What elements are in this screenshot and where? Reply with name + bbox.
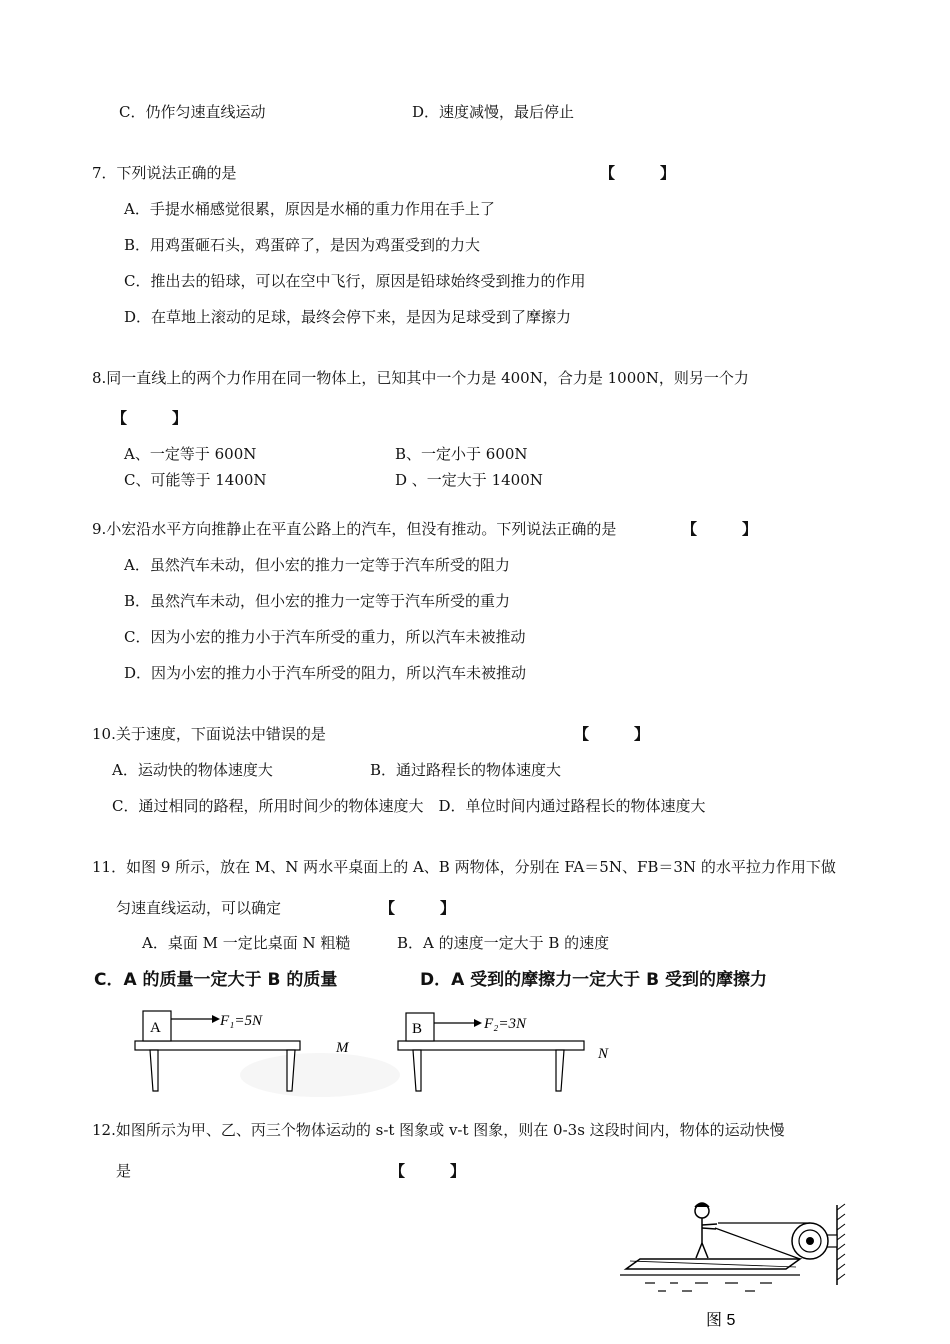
q6-option-c: C．仍作匀速直线运动 [119,103,266,121]
platform [626,1259,800,1269]
q12-stem: 12.如图所示为甲、乙、丙三个物体运动的 s-t 图象或 v-t 图象，则在 0-3s 这段时间内，物体的运动快慢 [92,1121,785,1139]
q6-option-d: D．速度减慢，最后停止 [412,103,575,121]
q8-stem: 8.同一直线上的两个力作用在同一物体上，已知其中一个力是 400N，合力是 1000N，则另一个力 [92,369,749,387]
pulley [792,1223,837,1259]
q7-option-b: B．用鸡蛋砸石头，鸡蛋碎了，是因为鸡蛋受到的力大 [124,236,481,254]
q10-option-a: A．运动快的物体速度大 [112,761,273,779]
q10-stem: 10.关于速度，下面说法中错误的是 [92,725,326,743]
q12-stem-continued: 是 [116,1162,132,1180]
q11-stem: 11．如图 9 所示，放在 M、N 两水平桌面上的 A、B 两物体，分别在 FA＝5N、FB＝3N 的水平拉力作用下做 [92,858,836,876]
table-n-label: N [598,1046,609,1062]
q9-option-b: B．虽然汽车未动，但小宏的推力一定等于汽车所受的重力 [124,592,511,610]
q10-option-b: B．通过路程长的物体速度大 [370,761,562,779]
q7-option-c: C．推出去的铅球，可以在空中飞行，原因是铅球始终受到推力的作用 [124,272,586,290]
q7-option-a: A．手提水桶感觉很累，原因是水桶的重力作用在手上了 [124,200,495,218]
figure-5-caption: 图 5 [706,1312,736,1329]
q8-answer-bracket[interactable]: 【 】 [112,409,188,427]
force-b-label: F₂=3N [484,1016,527,1032]
box-a-label: A [150,1020,161,1036]
q8-option-b: B、一定小于 600N [395,445,528,463]
rope-bottom [715,1228,800,1259]
q9-stem: 9.小宏沿水平方向推静止在平直公路上的汽车，但没有推动。下列说法正确的是 [92,520,617,538]
q9-answer-bracket[interactable]: 【 】 [682,520,758,538]
q11-option-d: D．A 受到的摩擦力一定大于 B 受到的摩擦力 [420,970,767,990]
force-b-arrowhead [474,1019,482,1027]
box-b-label: B [412,1021,423,1037]
q8-option-a: A、一定等于 600N [124,445,257,463]
person [695,1203,717,1258]
ground-dashes [620,1275,800,1291]
force-a-arrowhead [212,1015,220,1023]
q10-option-c-d: C．通过相同的路程，所用时间少的物体速度大 D．单位时间内通过路程长的物体速度大 [112,797,706,815]
q9-option-d: D．因为小宏的推力小于汽车所受的阻力，所以汽车未被推动 [124,664,527,682]
q8-option-c: C、可能等于 1400N [124,471,267,489]
q9-option-c: C．因为小宏的推力小于汽车所受的重力，所以汽车未被推动 [124,628,526,646]
q11-answer-bracket[interactable]: 【 】 [380,899,456,917]
q9-option-a: A．虽然汽车未动，但小宏的推力一定等于汽车所受的阻力 [124,556,510,574]
q7-option-d: D．在草地上滚动的足球，最终会停下来，是因为足球受到了摩擦力 [124,308,572,326]
wall [837,1204,845,1285]
q11-option-b: B．A 的速度一定大于 B 的速度 [397,934,610,952]
table-m-label: M [336,1040,349,1056]
watermark-logo [240,1053,400,1097]
q12-answer-bracket[interactable]: 【 】 [390,1162,466,1180]
force-a-label: F₁=5N [220,1013,263,1029]
q11-figure [120,1005,620,1100]
q7-answer-bracket[interactable]: 【 】 [600,164,676,182]
q8-option-d: D 、一定大于 1400N [395,471,543,489]
q11-option-a: A．桌面 M 一定比桌面 N 粗糙 [142,934,351,952]
q7-stem: 7．下列说法正确的是 [92,164,237,182]
q11-stem-continued: 匀速直线运动，可以确定 [116,899,282,917]
figure-5 [620,1195,860,1335]
q10-answer-bracket[interactable]: 【 】 [574,725,650,743]
table-n [398,1041,584,1091]
q11-option-c: C．A 的质量一定大于 B 的质量 [94,970,338,990]
